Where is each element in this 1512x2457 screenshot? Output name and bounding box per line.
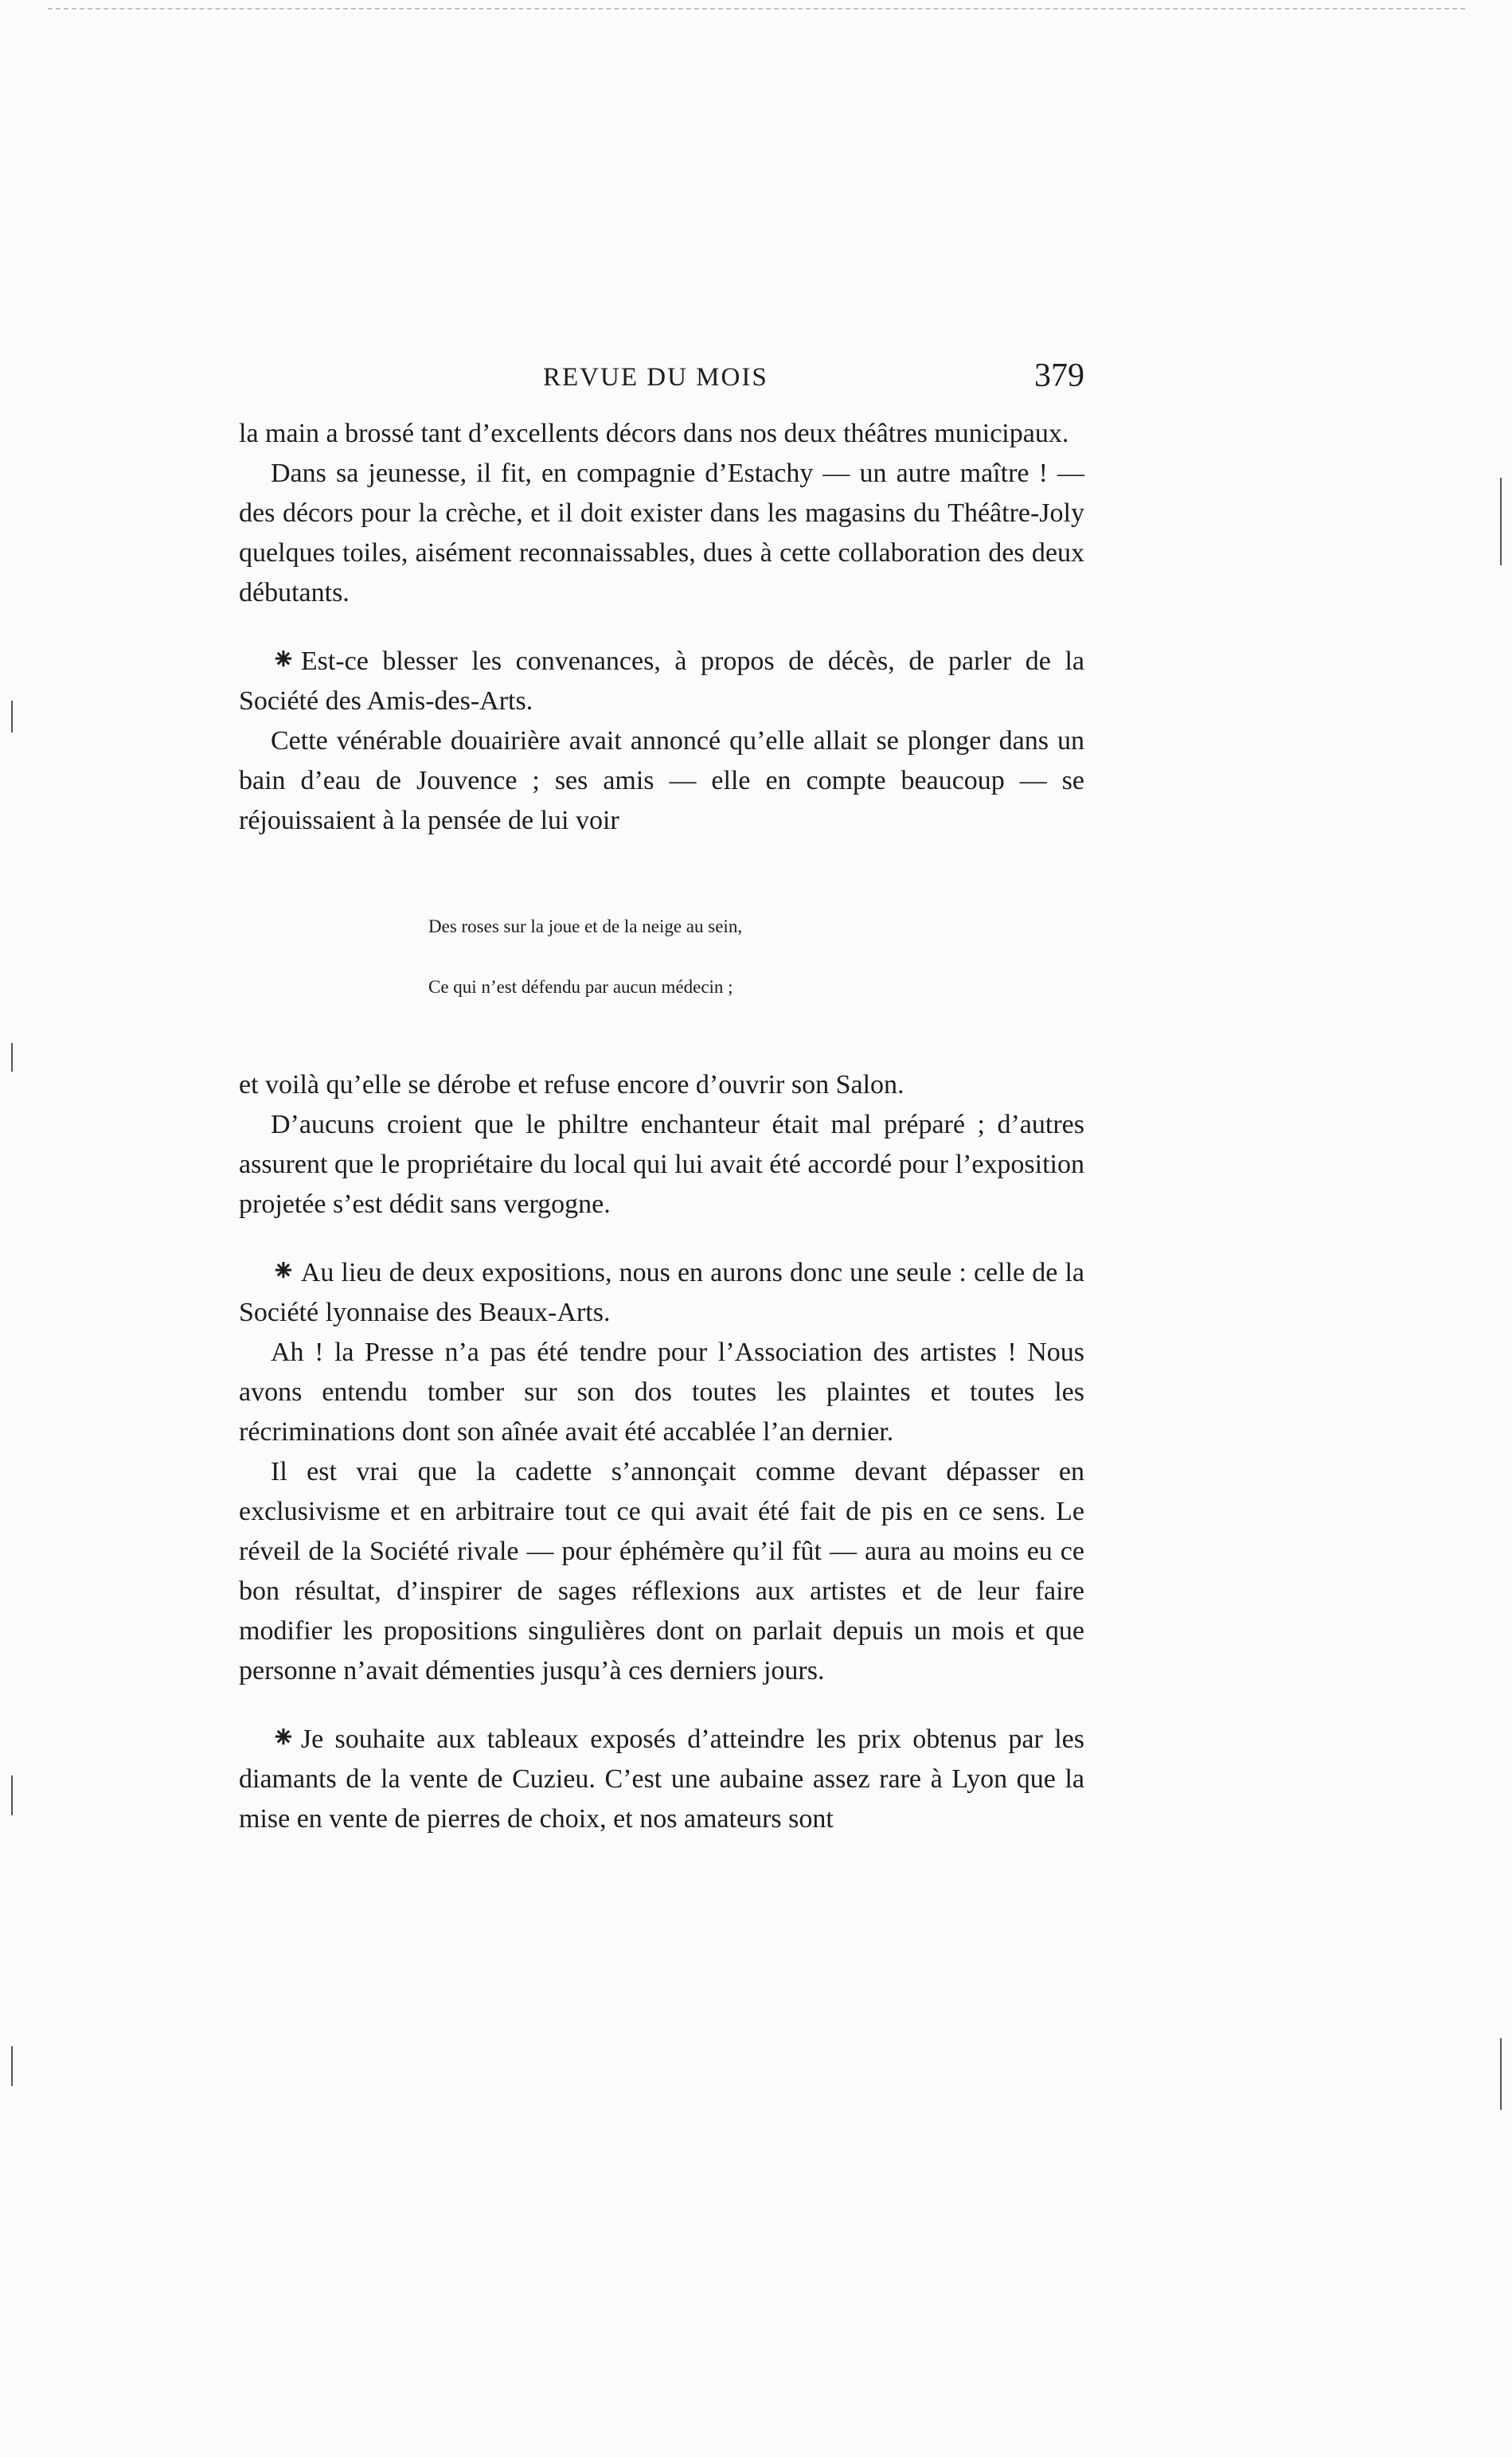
page-body [239, 414, 1084, 1839]
paragraph-4: Cette vénérable douairière avait annoncé qu’elle allait se plonger dans un bain d’eau de Jouvence ; ses amis — elle en compte beaucoup — se réjouissaient à la pensée de lui voir [239, 726, 1084, 835]
page-number: 379 [1034, 357, 1084, 394]
paragraph-8: Ah ! la Presse n’a pas été tendre pour l’Association des artistes ! Nous avons entendu tomber sur son dos toutes les plaintes et toutes les récriminations dont son aînée avait été accablée l’an dernier. [239, 1338, 1084, 1447]
verse-line-2: Ce qui n’est défendu par aucun médecin ; [428, 977, 733, 997]
paragraph-3-text: Est-ce blesser les convenances, à propos de décès, de parler de la Société des Amis-des-Arts. [239, 646, 1084, 716]
paragraph-7 [239, 1252, 1084, 1333]
paragraph-10-text: Je souhaite aux tableaux exposés d’atteindre les prix obtenus par les diamants de la vente de Cuzieu. C’est une aubaine assez rare à Lyon que la mise en vente de pierres de choix, et nos amateurs sont [239, 1725, 1084, 1834]
scan-margin-mark [11, 1775, 13, 1815]
paragraph-10 [239, 1718, 1084, 1839]
section-mark-icon: ⁕ [271, 643, 296, 677]
running-header [239, 357, 1084, 404]
paragraph-9: Il est vrai que la cadette s’annonçait comme devant dépasser en exclusivisme et en arbitraire tout ce qui avait été fait de pis en ce sens. Le réveil de la Société rivale — pour éphémère qu’il fût — aura au moins eu ce bon résultat, d’inspirer de sages réflexions aux artistes et de leur faire modifier les propositions singulières dont on parlait depuis un mois et que personne n’avait démenties jusqu’à ces derniers jours. [239, 1457, 1084, 1686]
page-top-edge [48, 8, 1465, 12]
section-mark-icon: ⁕ [271, 1721, 296, 1755]
paragraph-7-text: Au lieu de deux expositions, nous en aurons donc une seule : celle de la Société lyonnaise des Beaux-Arts. [239, 1258, 1084, 1327]
scan-margin-mark [11, 701, 13, 732]
paragraph-1: la main a brossé tant d’excellents décors dans nos deux théâtres municipaux. [239, 419, 1069, 448]
scan-margin-mark [1500, 2038, 1502, 2110]
section-mark-icon: ⁕ [271, 1255, 296, 1288]
verse-quotation [428, 896, 1084, 1018]
scan-margin-mark [1500, 478, 1502, 565]
paragraph-3 [239, 640, 1084, 721]
scan-margin-mark [11, 2046, 13, 2086]
running-title: REVUE DU MOIS [543, 363, 768, 392]
paragraph-2: Dans sa jeunesse, il fit, en compagnie d’Estachy — un autre maître ! — des décors pour la crèche, et il doit exister dans les magasins du Théâtre-Joly quelques toiles, aisément reconnaissables, dues à cette collaboration des deux débutants. [239, 459, 1084, 607]
paragraph-5: et voilà qu’elle se dérobe et refuse encore d’ouvrir son Salon. [239, 1070, 904, 1100]
verse-line-1: Des roses sur la joue et de la neige au sein, [428, 916, 743, 936]
scan-margin-mark [11, 1043, 13, 1072]
paragraph-6: D’aucuns croient que le philtre enchanteur était mal préparé ; d’autres assurent que le propriétaire du local qui lui avait été accordé pour l’exposition projetée s’est dédit sans vergogne. [239, 1110, 1084, 1219]
